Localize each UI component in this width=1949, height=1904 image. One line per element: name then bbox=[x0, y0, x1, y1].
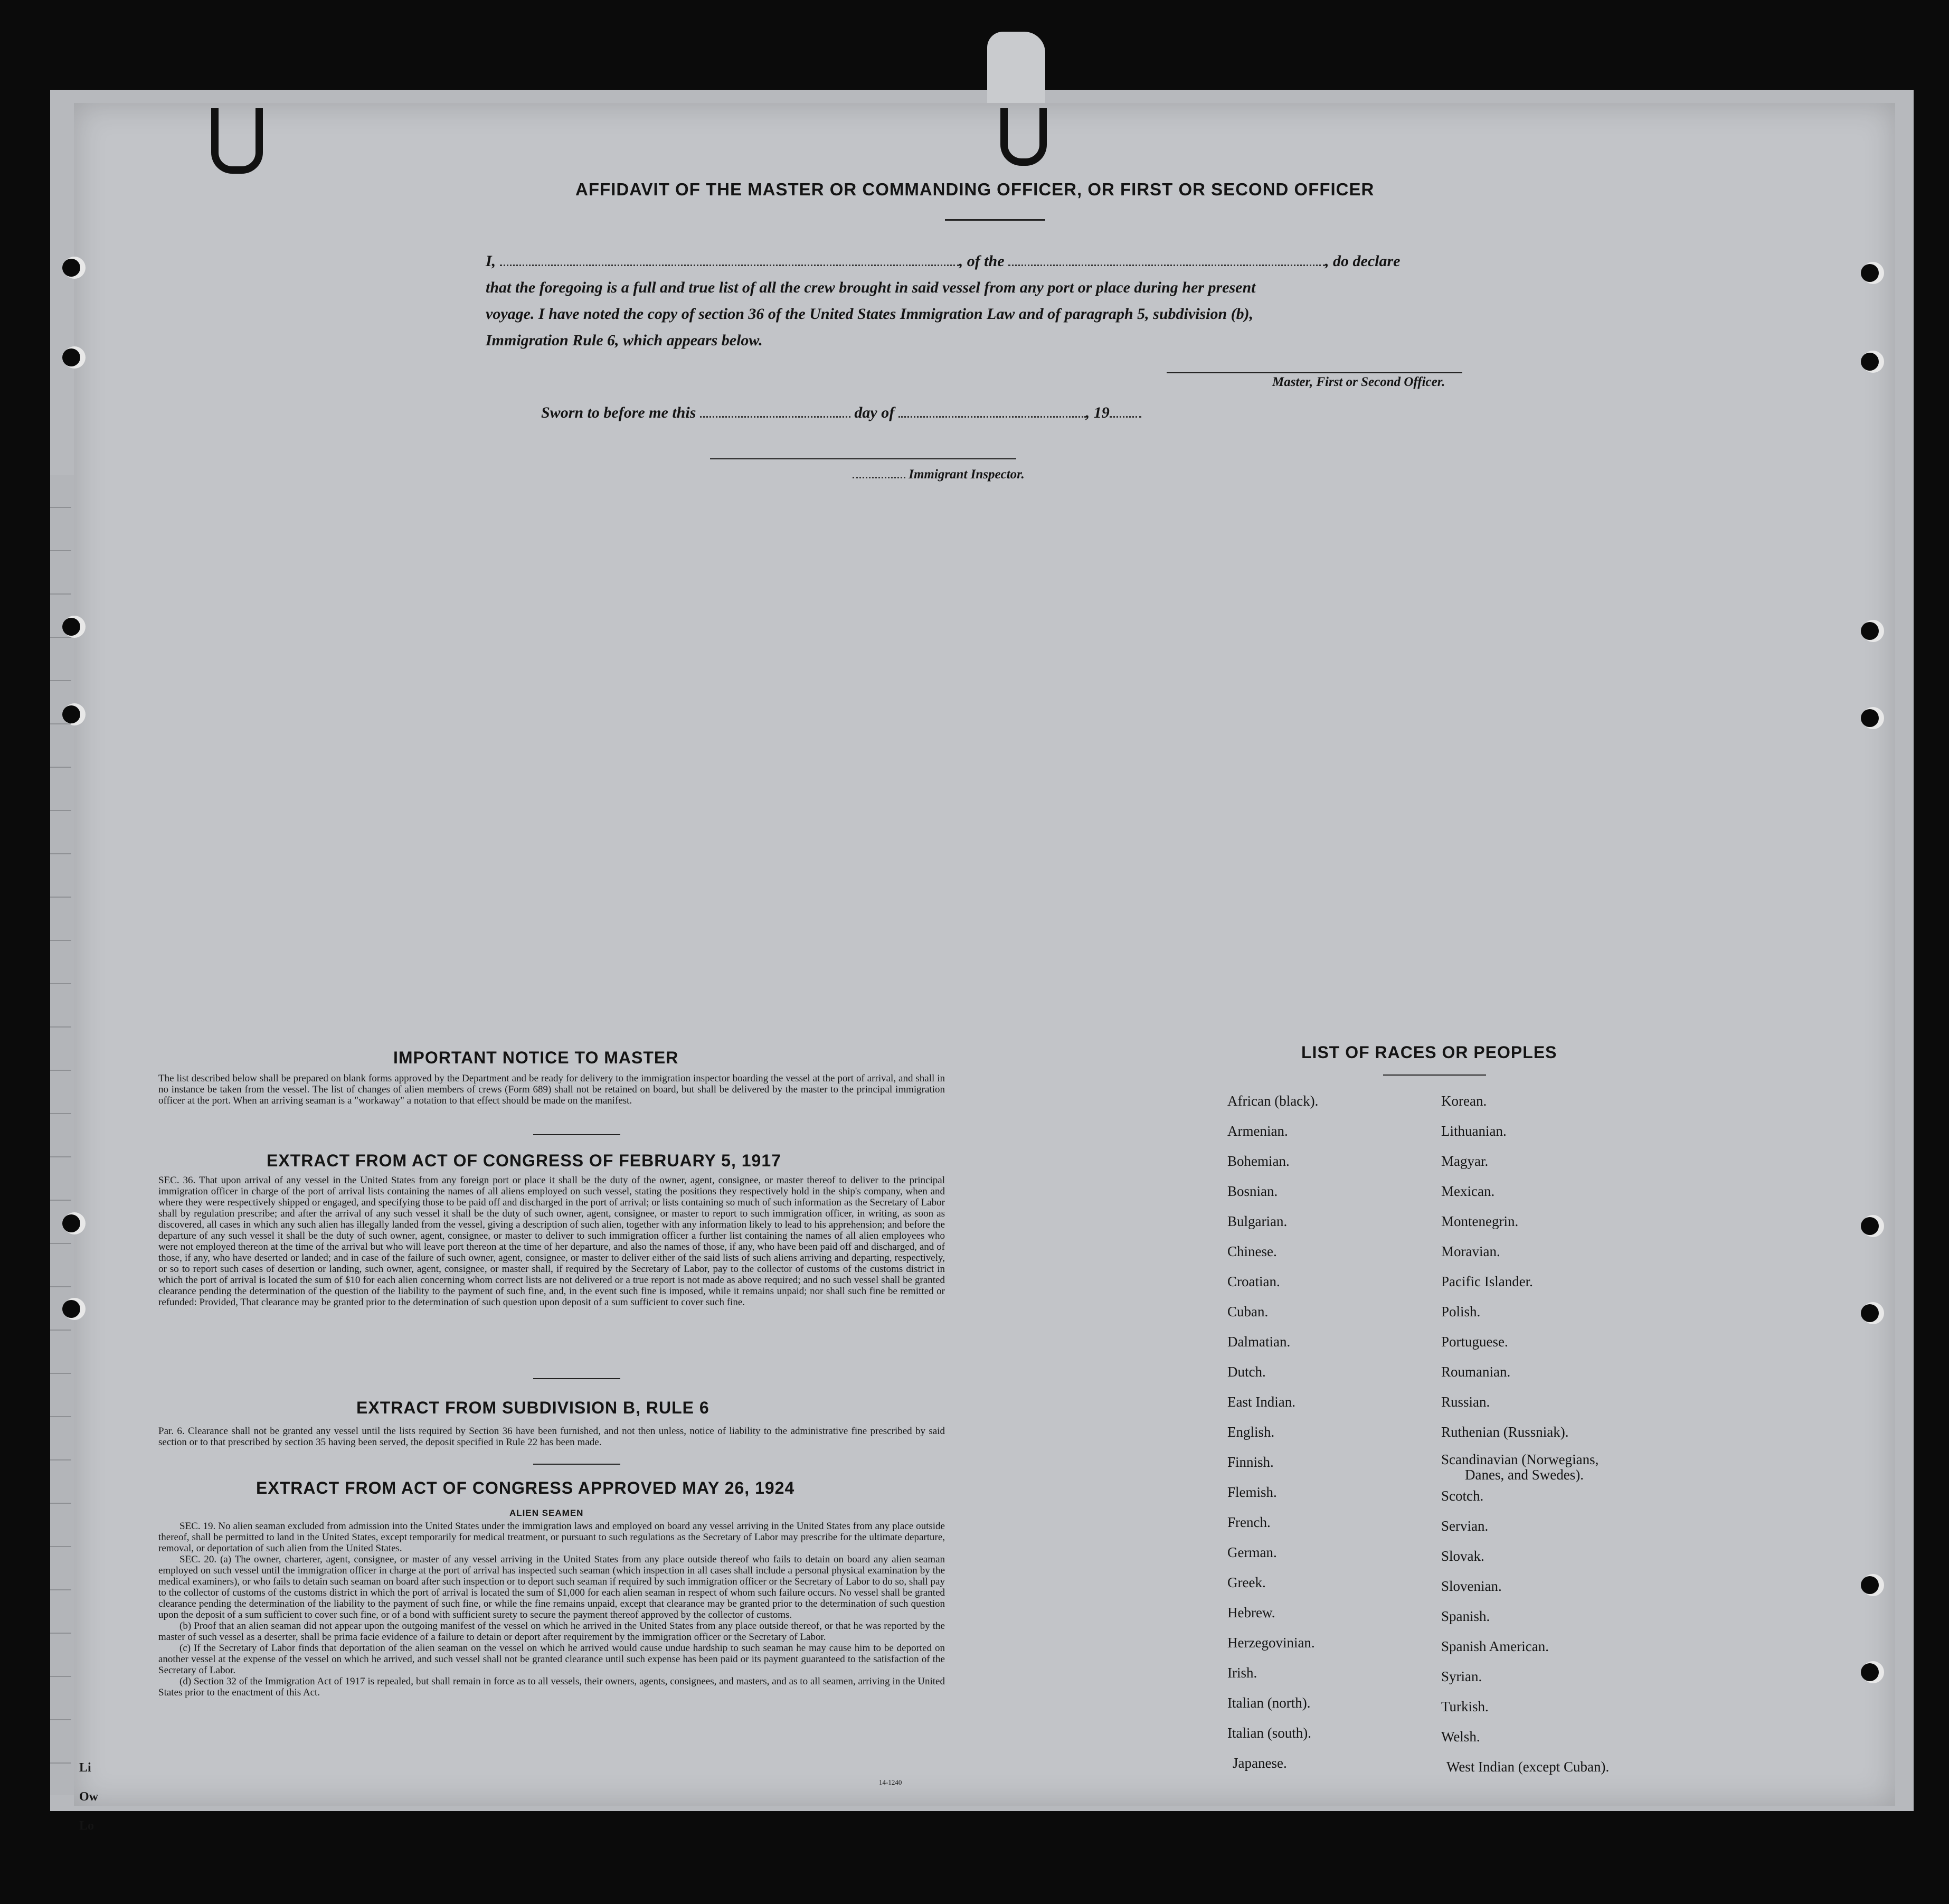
margin-fragment: Li bbox=[79, 1761, 91, 1775]
race-item: Italian (south). bbox=[1227, 1725, 1311, 1741]
race-item: English. bbox=[1227, 1424, 1275, 1440]
section-20b-text: (b) Proof that an alien seaman did not appear upon the outgoing manifest of the vessel on which he arrived in the United States from any place outside thereof, or that he was reported by the master of such vessel as a deserter, shall be prima facie evidence of a failure to detain or deport after requirement by the immigration officer or the Secretary of Labor. bbox=[158, 1620, 945, 1643]
punch-hole bbox=[1861, 1217, 1879, 1235]
notice-title: IMPORTANT NOTICE TO MASTER bbox=[393, 1048, 679, 1067]
race-item: German. bbox=[1227, 1544, 1277, 1560]
race-item: Bohemian. bbox=[1227, 1153, 1290, 1169]
affidavit-i: I, bbox=[486, 252, 496, 270]
margin-ruling bbox=[50, 983, 71, 984]
race-item: Armenian. bbox=[1227, 1123, 1288, 1139]
margin-ruling bbox=[50, 507, 71, 508]
sworn-year: , 19 bbox=[1085, 404, 1110, 421]
margin-ruling bbox=[50, 723, 71, 724]
extract-1917-title: EXTRACT FROM ACT OF CONGRESS OF FEBRUARY 5, 1917 bbox=[267, 1151, 781, 1170]
race-item: Russian. bbox=[1441, 1394, 1490, 1410]
affidavit-line-3: voyage. I have noted the copy of section 36 of the United States Immigration Law and of paragraph 5, subdivision (b), bbox=[486, 305, 1254, 323]
margin-ruling bbox=[50, 1633, 71, 1634]
race-item: Spanish American. bbox=[1441, 1638, 1549, 1654]
punch-hole bbox=[62, 705, 80, 723]
section-20c-text: (c) If the Secretary of Labor finds that deportation of the alien seaman on the vessel on which he arrived would cause undue hardship to such seaman he may cause him to be deported on another vessel at the expense of the vessel on which he arrived, and such vessel shall not be granted clearance until such expense has been paid or its payment guaranteed to the satisfaction of the Secretary of Labor. bbox=[158, 1643, 945, 1676]
margin-ruling bbox=[50, 593, 71, 595]
race-item: Lithuanian. bbox=[1441, 1123, 1507, 1139]
binding-hook-left bbox=[211, 108, 263, 174]
race-item: Scotch. bbox=[1441, 1488, 1484, 1504]
race-item: Japanese. bbox=[1233, 1755, 1287, 1771]
race-item: Bosnian. bbox=[1227, 1183, 1278, 1199]
punch-hole bbox=[62, 259, 80, 277]
vessel-blank[interactable] bbox=[1008, 265, 1325, 266]
race-item: Welsh. bbox=[1441, 1729, 1480, 1745]
sworn-month-blank[interactable] bbox=[898, 416, 1086, 418]
margin-ruling bbox=[50, 1503, 71, 1504]
punch-hole bbox=[62, 618, 80, 636]
affidavit-text bbox=[486, 248, 1510, 354]
punch-hole bbox=[1861, 353, 1879, 371]
margin-fragment: Lo bbox=[79, 1819, 94, 1833]
alien-seamen-subtitle: ALIEN SEAMEN bbox=[509, 1508, 584, 1518]
margin-ruling bbox=[50, 1373, 71, 1374]
affidavit-title: AFFIDAVIT OF THE MASTER OR COMMANDING OFFICER, OR FIRST OR SECOND OFFICER bbox=[575, 180, 1375, 199]
margin-ruling bbox=[50, 1546, 71, 1547]
affidavit-line-2: that the foregoing is a full and true list of all the crew brought in said vessel from any port or place during her present bbox=[486, 279, 1256, 296]
race-item: Syrian. bbox=[1441, 1669, 1482, 1684]
race-item: Ruthenian (Russniak). bbox=[1441, 1424, 1569, 1440]
margin-ruling bbox=[50, 1286, 71, 1287]
master-signature-line[interactable] bbox=[1167, 372, 1462, 373]
notice-rule bbox=[533, 1134, 620, 1135]
race-item: Montenegrin. bbox=[1441, 1213, 1519, 1229]
race-item: Danes, and Swedes). bbox=[1465, 1467, 1584, 1483]
punch-hole bbox=[1861, 264, 1879, 282]
race-item: East Indian. bbox=[1227, 1394, 1295, 1410]
sworn-day-of: day of bbox=[854, 404, 895, 421]
race-item: Slovak. bbox=[1441, 1548, 1484, 1564]
punch-hole bbox=[1861, 1304, 1879, 1322]
margin-ruling bbox=[50, 940, 71, 941]
race-item: Korean. bbox=[1441, 1093, 1487, 1109]
section-20d-text: (d) Section 32 of the Immigration Act of 1917 is repealed, but shall remain in force as to all vessels, their owners, agents, consignees, and masters, and as to all seamen, arriving in the United States prior to the enactment of this Act. bbox=[158, 1676, 945, 1698]
margin-ruling bbox=[50, 767, 71, 768]
race-item: Portuguese. bbox=[1441, 1334, 1508, 1350]
races-rule bbox=[1383, 1074, 1486, 1076]
punch-hole bbox=[1861, 1576, 1879, 1594]
form-number: 14-1240 bbox=[879, 1778, 902, 1786]
section-19-text: SEC. 19. No alien seaman excluded from admission into the United States under the immigration laws and employed on board any vessel arriving in the United States from any place outside thereof, shall be permitted to land in the United States, except temporarily for medical treatment, or pursuant to such regulations as the Secretary of Labor may prescribe for the ultimate departure, removal, or deportation of such alien from the United States. bbox=[158, 1521, 945, 1554]
margin-ruling bbox=[50, 1026, 71, 1028]
race-item: Pacific Islander. bbox=[1441, 1274, 1533, 1289]
margin-ruling bbox=[50, 1459, 71, 1460]
subdivision-b-rule bbox=[533, 1464, 620, 1465]
notice-text: The list described below shall be prepared on blank forms approved by the Department and be ready for delivery to the immigration inspector boarding the vessel at the port of arrival, and shall in no instance be taken from the vessel. The list of changes of alien members of crews (Form 689) shall not be retained on board, but shall be delivered by the master to the principal immigration officer at the port. When an arriving seaman is a "workaway" a notation to that effect should be made on the manifest. bbox=[158, 1073, 945, 1106]
margin-ruling bbox=[50, 1113, 71, 1114]
name-blank[interactable] bbox=[500, 265, 959, 266]
extract-1924-title: EXTRACT FROM ACT OF CONGRESS APPROVED MAY 26, 1924 bbox=[256, 1478, 795, 1497]
margin-ruling bbox=[50, 1330, 71, 1331]
margin-ruling bbox=[50, 897, 71, 898]
margin-ruling bbox=[50, 810, 71, 811]
torn-paper-tab bbox=[987, 32, 1045, 111]
margin-ruling bbox=[50, 1416, 71, 1417]
race-item: Hebrew. bbox=[1227, 1605, 1275, 1620]
affidavit-of-the: , of the bbox=[959, 252, 1005, 270]
punch-hole bbox=[1861, 622, 1879, 640]
race-item: Flemish. bbox=[1227, 1484, 1277, 1500]
inspector-signature-label bbox=[853, 467, 1025, 482]
margin-ruling bbox=[50, 1762, 71, 1764]
race-item: Magyar. bbox=[1441, 1153, 1489, 1169]
inspector-label: Immigrant Inspector. bbox=[909, 467, 1025, 482]
race-item: Herzegovinian. bbox=[1227, 1635, 1315, 1651]
race-item: Chinese. bbox=[1227, 1243, 1277, 1259]
race-item: Servian. bbox=[1441, 1518, 1489, 1534]
race-item: Turkish. bbox=[1441, 1699, 1489, 1714]
binding-hook-center bbox=[1000, 108, 1047, 166]
punch-hole bbox=[1861, 1663, 1879, 1681]
margin-ruling bbox=[50, 1200, 71, 1201]
race-item: Spanish. bbox=[1441, 1608, 1490, 1624]
margin-ruling bbox=[50, 550, 71, 551]
race-item: French. bbox=[1227, 1514, 1271, 1530]
race-item: Polish. bbox=[1441, 1304, 1481, 1319]
margin-ruling bbox=[50, 637, 71, 638]
margin-ruling bbox=[50, 1156, 71, 1157]
margin-ruling bbox=[50, 853, 71, 854]
race-item: West Indian (except Cuban). bbox=[1446, 1759, 1610, 1775]
margin-ruling bbox=[50, 1243, 71, 1244]
extract-1917-rule bbox=[533, 1378, 620, 1379]
sworn-label: Sworn to before me this bbox=[541, 404, 696, 421]
race-item: Dutch. bbox=[1227, 1364, 1266, 1380]
punch-hole bbox=[62, 1214, 80, 1232]
margin-ruling bbox=[50, 1676, 71, 1677]
races-title: LIST OF RACES OR PEOPLES bbox=[1301, 1043, 1557, 1062]
affidavit-line-4: Immigration Rule 6, which appears below. bbox=[486, 332, 763, 349]
race-item: Bulgarian. bbox=[1227, 1213, 1288, 1229]
race-item: Finnish. bbox=[1227, 1454, 1274, 1470]
left-binding-strip bbox=[50, 475, 74, 1795]
race-item: Moravian. bbox=[1441, 1243, 1500, 1259]
race-item: African (black). bbox=[1227, 1093, 1319, 1109]
punch-hole bbox=[62, 1300, 80, 1318]
affidavit-declare: , do declare bbox=[1325, 252, 1401, 270]
margin-ruling bbox=[50, 1589, 71, 1590]
master-signature-label: Master, First or Second Officer. bbox=[1272, 375, 1445, 389]
race-item: Scandinavian (Norwegians, bbox=[1441, 1451, 1599, 1467]
race-item: Roumanian. bbox=[1441, 1364, 1511, 1380]
race-item: Greek. bbox=[1227, 1575, 1266, 1590]
section-20a-text: SEC. 20. (a) The owner, charterer, agent, consignee, or master of any vessel arriving in the United States from any place outside thereof who fails to detain on board any alien seaman employed on such vessel until the immigration officer in charge at the port of arrival has inspected such seaman (which inspection in all cases shall include a personal physical examination by the medical examiners), or who fails to detain such seaman on board after such inspection or to deport such seaman if required by such immigration officer or the Secretary of Labor to do so, shall pay to the collector of customs of the customs district in which the port of arrival is located the sum of $1,000 for each alien seaman in respect of whom such failure occurs. No vessel shall be granted clearance pending the determination of the liability to the payment of such fine, or while the fine remains unpaid, except that clearance may be granted prior to the determination of such question upon the deposit of a sum sufficient to cover such fine, or of a bond with sufficient surety to secure the payment thereof approved by the collector of customs. bbox=[158, 1554, 945, 1620]
extract-1924-text bbox=[158, 1521, 945, 1698]
sworn-day-blank[interactable] bbox=[700, 416, 850, 418]
inspector-signature-line[interactable] bbox=[710, 458, 1016, 459]
race-item: Mexican. bbox=[1441, 1183, 1495, 1199]
margin-ruling bbox=[50, 680, 71, 681]
extract-1917-text: SEC. 36. That upon arrival of any vessel in the United States from any foreign port or place it shall be the duty of the owner, agent, consignee, or master thereof to deliver to the principal immigration officer in charge of the port of arrival lists containing the names of all aliens employed on such vessel, stating the positions they respectively hold in the ship's company, when and where they were respectively shipped or engaged, and specifying those to be paid off and discharged in the port of arrival; or lists containing so much of such information as the Secretary of Labor shall by regulation prescribe; and after the arrival of any such vessel it shall be the duty of such owner, agent, consignee, or master to report to such immigration officer, in writing, as soon as discovered, all cases in which any such alien has illegally landed from the vessel, giving a description of such alien, together with any information likely to lead to his apprehension; and before the departure of any such vessel it shall be the duty of such owner, agent, consignee, or master to deliver to such immigration officer a further list containing the names of all alien employees who were not employed thereon at the time of the arrival but who will leave port thereon at the time of her departure, and also the names of those, if any, who have been paid off and discharged, and of those, if any, who have deserted or landed; and in case of the failure of such owner, agent, consignee, or master to deliver either of the said lists of such aliens arriving and departing, respectively, or so to report such cases of desertion or landing, such owner, agent, consignee, or master shall, if required by the Secretary of Labor, pay to the collector of customs of the customs district in which the port of arrival is located the sum of $10 for each alien concerning whom correct lists are not delivered or a true report is not made as above required; and no such vessel shall be granted clearance pending the determination of the question of the liability to the payment of such fine, and, in the event such fine is imposed, while it remains unpaid; nor shall such fine be remitted or refunded: Provided, That clearance may be granted prior to the determination of such question upon deposit of a sum sufficient to cover such fine. bbox=[158, 1175, 945, 1308]
punch-hole bbox=[1861, 709, 1879, 727]
sworn-line bbox=[541, 404, 1141, 422]
race-item: Irish. bbox=[1227, 1665, 1257, 1681]
margin-ruling bbox=[50, 1070, 71, 1071]
race-item: Cuban. bbox=[1227, 1304, 1269, 1319]
subdivision-b-text: Par. 6. Clearance shall not be granted any vessel until the lists required by Section 36 have been furnished, and not then unless, notice of liability to the administrative fine prescribed by said section or to that prescribed by section 35 having been served, the deposit specified in Rule 22 has been made. bbox=[158, 1426, 945, 1448]
race-item: Italian (north). bbox=[1227, 1695, 1311, 1711]
race-item: Dalmatian. bbox=[1227, 1334, 1291, 1350]
margin-fragment: Ow bbox=[79, 1790, 98, 1804]
subdivision-b-title: EXTRACT FROM SUBDIVISION B, RULE 6 bbox=[356, 1398, 709, 1417]
margin-ruling bbox=[50, 1719, 71, 1720]
punch-hole bbox=[62, 348, 80, 366]
race-item: Slovenian. bbox=[1441, 1578, 1502, 1594]
race-item: Croatian. bbox=[1227, 1274, 1280, 1289]
sworn-year-blank[interactable] bbox=[1110, 416, 1141, 418]
title-rule bbox=[945, 219, 1045, 221]
